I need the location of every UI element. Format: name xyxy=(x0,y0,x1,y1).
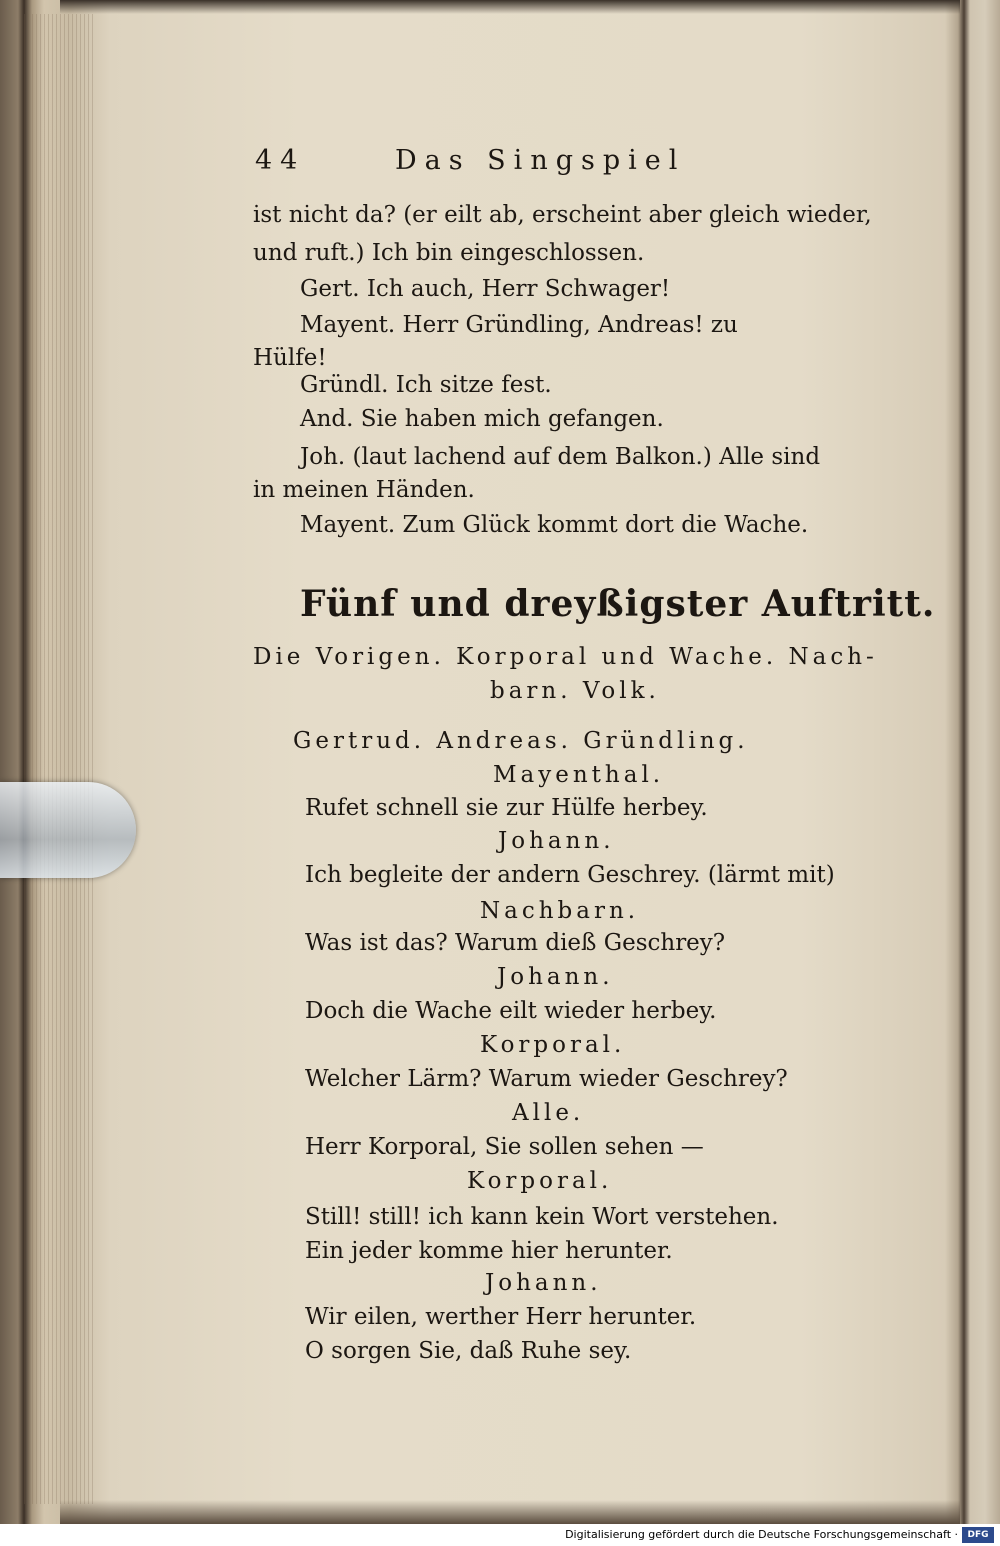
verse-line: Ein jeder komme hier herunter. xyxy=(305,1238,673,1264)
page-number: 44 xyxy=(255,145,306,176)
text-line: und ruft.) Ich bin eingeschlossen. xyxy=(253,240,645,266)
speaker-name: Korporal. xyxy=(467,1168,613,1194)
speaker-name: Johann. xyxy=(485,1270,602,1296)
speaker-name: Johann. xyxy=(498,828,615,854)
verse-line: Doch die Wache eilt wieder herbey. xyxy=(305,998,717,1024)
text-line: Mayent. Zum Glück kommt dort die Wache. xyxy=(300,512,809,538)
dfg-logo: DFG xyxy=(962,1527,994,1543)
verse-line: Still! still! ich kann kein Wort verstehen. xyxy=(305,1204,779,1230)
funding-credit: Digitalisierung gefördert durch die Deutsche Forschungsgemeinschaft · xyxy=(565,1528,958,1541)
verse-line: Ich begleite der andern Geschrey. (lärmt mit) xyxy=(305,862,835,888)
text-line: Gert. Ich auch, Herr Schwager! xyxy=(300,276,671,302)
text-line: Joh. (laut lachend auf dem Balkon.) Alle sind xyxy=(300,444,821,470)
verse-line: Herr Korporal, Sie sollen sehen — xyxy=(305,1134,704,1160)
scene-title: Fünf und dreyßigster Auftritt. xyxy=(300,583,936,625)
text-line: Hülfe! xyxy=(253,345,327,371)
verse-line: Was ist das? Warum dieß Geschrey? xyxy=(305,930,726,956)
verse-line: Rufet schnell sie zur Hülfe herbey. xyxy=(305,795,708,821)
text-line: in meinen Händen. xyxy=(253,477,475,503)
text-line: Gründl. Ich sitze fest. xyxy=(300,372,552,398)
speaker-name: Korporal. xyxy=(480,1032,626,1058)
speaker-name: Johann. xyxy=(497,964,614,990)
cast-line: Die Vorigen. Korporal und Wache. Nach- xyxy=(253,644,878,670)
verse-line: Wir eilen, werther Herr herunter. xyxy=(305,1304,697,1330)
running-head: Das Singspiel xyxy=(395,145,686,176)
speaker-line: Gertrud. Andreas. Gründling. xyxy=(293,728,749,754)
footer-bar xyxy=(0,1524,1000,1546)
verse-line: O sorgen Sie, daß Ruhe sey. xyxy=(305,1338,632,1364)
text-line: ist nicht da? (er eilt ab, erscheint aber gleich wieder, xyxy=(253,202,872,228)
text-line: Mayent. Herr Gründling, Andreas! zu xyxy=(300,312,738,338)
text-line: And. Sie haben mich gefangen. xyxy=(300,406,664,432)
cast-line: barn. Volk. xyxy=(490,678,660,704)
verse-line: Welcher Lärm? Warum wieder Geschrey? xyxy=(305,1066,788,1092)
speaker-name: Nachbarn. xyxy=(480,898,640,924)
speaker-name: Alle. xyxy=(512,1100,585,1126)
speaker-name: Mayenthal. xyxy=(493,762,665,788)
